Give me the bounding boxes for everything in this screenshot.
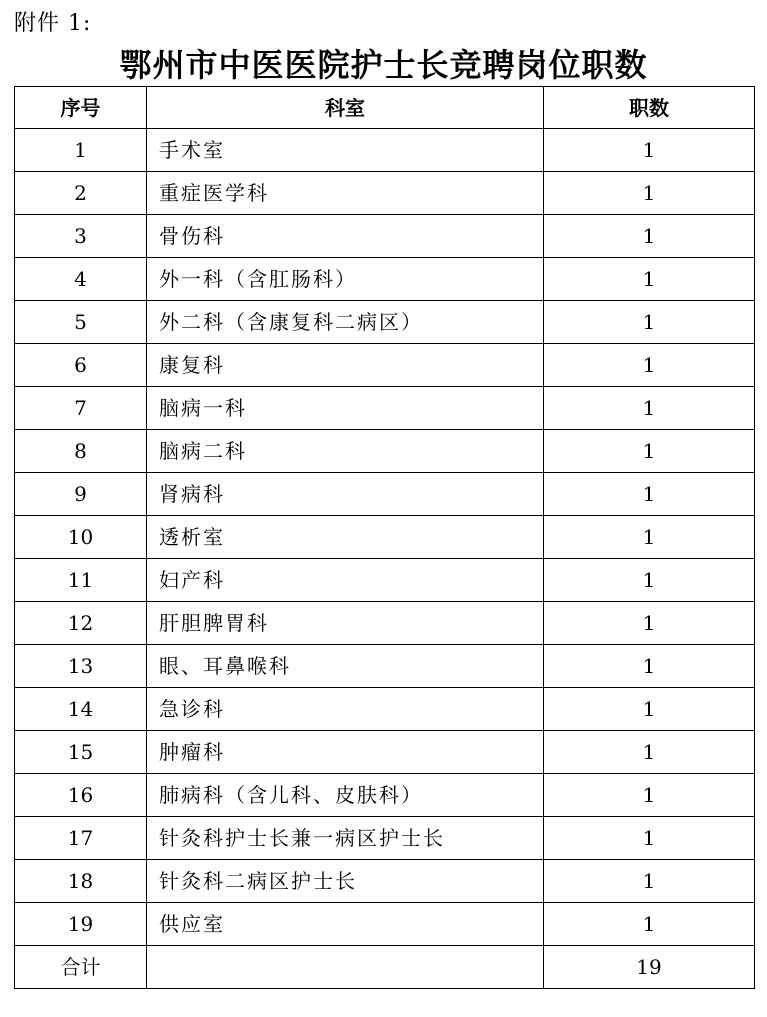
row-department: 透析室 [147, 516, 544, 559]
header-department: 科室 [147, 87, 544, 129]
row-department: 眼、耳鼻喉科 [147, 645, 544, 688]
row-department: 肺病科（含儿科、皮肤科） [147, 774, 544, 817]
row-department: 肿瘤科 [147, 731, 544, 774]
total-row [15, 946, 755, 989]
row-department: 康复科 [147, 344, 544, 387]
row-department: 骨伤科 [147, 215, 544, 258]
row-serial-number: 12 [15, 602, 147, 645]
row-serial-number: 15 [15, 731, 147, 774]
row-serial-number: 3 [15, 215, 147, 258]
table-header-row [15, 87, 755, 129]
table-row [15, 215, 755, 258]
row-department: 外二科（含康复科二病区） [147, 301, 544, 344]
row-position-count: 1 [544, 688, 755, 731]
row-position-count: 1 [544, 516, 755, 559]
positions-table [14, 86, 755, 989]
row-department: 肝胆脾胃科 [147, 602, 544, 645]
row-department: 外一科（含肛肠科） [147, 258, 544, 301]
table-row [15, 172, 755, 215]
header-serial-number: 序号 [15, 87, 147, 129]
row-position-count: 1 [544, 430, 755, 473]
row-serial-number: 17 [15, 817, 147, 860]
table-row [15, 731, 755, 774]
table-row [15, 559, 755, 602]
row-department: 肾病科 [147, 473, 544, 516]
row-position-count: 1 [544, 817, 755, 860]
row-department: 针灸科二病区护士长 [147, 860, 544, 903]
row-position-count: 1 [544, 602, 755, 645]
row-serial-number: 7 [15, 387, 147, 430]
table-row [15, 301, 755, 344]
row-serial-number: 4 [15, 258, 147, 301]
table-row [15, 860, 755, 903]
table-row [15, 387, 755, 430]
row-position-count: 1 [544, 215, 755, 258]
row-position-count: 1 [544, 172, 755, 215]
row-serial-number: 9 [15, 473, 147, 516]
row-department: 针灸科护士长兼一病区护士长 [147, 817, 544, 860]
table-row [15, 129, 755, 172]
row-serial-number: 5 [15, 301, 147, 344]
row-position-count: 1 [544, 860, 755, 903]
table-row [15, 344, 755, 387]
row-serial-number: 13 [15, 645, 147, 688]
row-serial-number: 19 [15, 903, 147, 946]
table-row [15, 258, 755, 301]
table-row [15, 430, 755, 473]
table-row [15, 903, 755, 946]
row-serial-number: 16 [15, 774, 147, 817]
row-position-count: 1 [544, 129, 755, 172]
row-serial-number: 8 [15, 430, 147, 473]
row-department: 妇产科 [147, 559, 544, 602]
row-position-count: 1 [544, 344, 755, 387]
row-department: 供应室 [147, 903, 544, 946]
total-count: 19 [544, 946, 755, 989]
table-row [15, 473, 755, 516]
attachment-label: 附件 1: [14, 11, 92, 36]
row-position-count: 1 [544, 473, 755, 516]
row-position-count: 1 [544, 903, 755, 946]
row-serial-number: 6 [15, 344, 147, 387]
row-serial-number: 18 [15, 860, 147, 903]
row-position-count: 1 [544, 258, 755, 301]
row-department: 手术室 [147, 129, 544, 172]
header-position-count: 职数 [544, 87, 755, 129]
row-department: 脑病二科 [147, 430, 544, 473]
row-position-count: 1 [544, 301, 755, 344]
total-label: 合计 [15, 946, 147, 989]
row-serial-number: 10 [15, 516, 147, 559]
table-body [15, 129, 755, 989]
table-row [15, 602, 755, 645]
table-row [15, 817, 755, 860]
row-department: 急诊科 [147, 688, 544, 731]
total-department-empty [147, 946, 544, 989]
row-position-count: 1 [544, 559, 755, 602]
row-department: 重症医学科 [147, 172, 544, 215]
row-position-count: 1 [544, 774, 755, 817]
row-serial-number: 1 [15, 129, 147, 172]
table-row [15, 645, 755, 688]
page-title: 鄂州市中医医院护士长竞聘岗位职数 [119, 46, 648, 84]
table-row [15, 774, 755, 817]
row-position-count: 1 [544, 387, 755, 430]
row-department: 脑病一科 [147, 387, 544, 430]
row-serial-number: 11 [15, 559, 147, 602]
row-position-count: 1 [544, 731, 755, 774]
row-serial-number: 14 [15, 688, 147, 731]
table-row [15, 688, 755, 731]
table-row [15, 516, 755, 559]
row-serial-number: 2 [15, 172, 147, 215]
row-position-count: 1 [544, 645, 755, 688]
